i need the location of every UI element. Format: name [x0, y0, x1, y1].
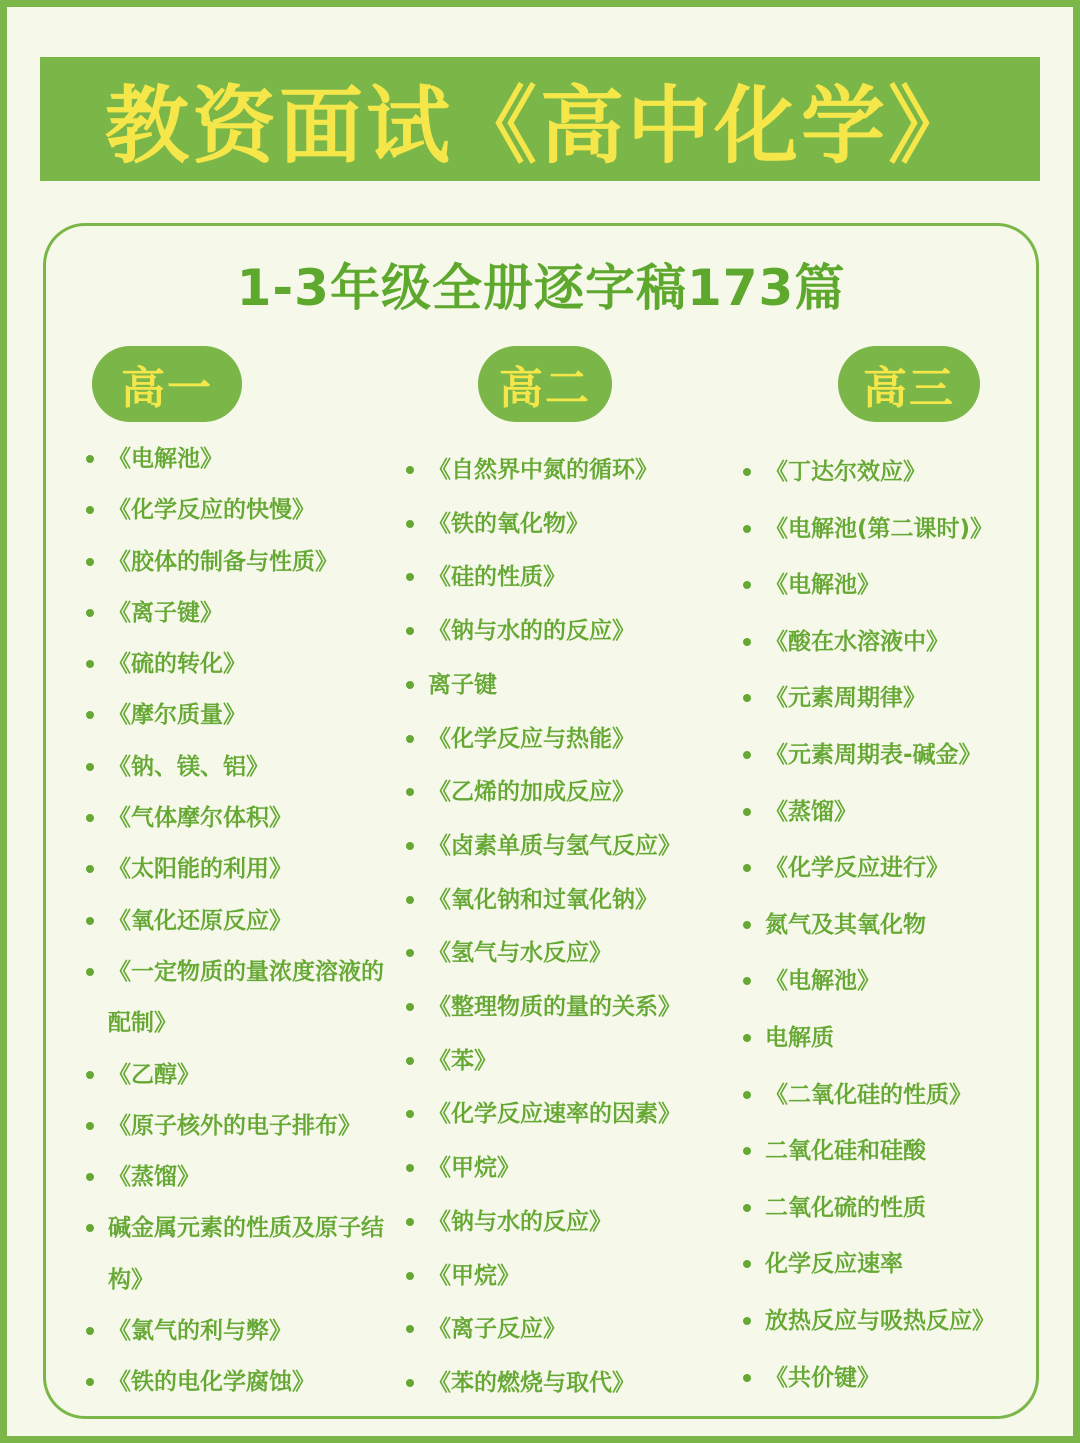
list-item — [406, 1196, 726, 1250]
bullet-icon — [743, 1260, 751, 1268]
bullet-icon — [406, 520, 414, 528]
bullet-icon — [743, 1091, 751, 1099]
bullet-icon — [743, 694, 751, 702]
list-item — [743, 1293, 1043, 1350]
list-item-label: 电解质 — [765, 1024, 834, 1051]
list-item — [743, 1236, 1043, 1293]
bullet-icon — [86, 1071, 94, 1079]
bullet-icon — [86, 1224, 94, 1232]
list-item-label: 二氧化硫的性质 — [765, 1194, 926, 1221]
list-item-label: 《氧化还原反应》 — [108, 907, 292, 934]
list-item-label: 《蒸馏》 — [108, 1164, 200, 1191]
list-item-label: 《化学反应的快慢》 — [108, 497, 315, 524]
list-item-label: 《铁的电化学腐蚀》 — [108, 1369, 315, 1396]
list-item — [86, 1050, 386, 1101]
bullet-icon — [743, 1204, 751, 1212]
topic-list — [406, 444, 726, 1411]
list-item-label: 《铁的氧化物》 — [428, 510, 589, 537]
list-item — [743, 840, 1043, 897]
list-item-label: 《电解池》 — [765, 968, 880, 995]
list-item-label: 《太阳能的利用》 — [108, 856, 292, 883]
list-item-label: 《氢气与水反应》 — [428, 940, 612, 967]
bullet-icon — [406, 788, 414, 796]
bullet-icon — [406, 1218, 414, 1226]
bullet-icon — [743, 1147, 751, 1155]
bullet-icon — [406, 949, 414, 957]
bullet-icon — [86, 814, 94, 822]
list-item — [743, 1350, 1043, 1407]
list-item — [406, 1303, 726, 1357]
list-item-label: 《元素周期表-碱金》 — [765, 741, 982, 768]
list-item-label: 《化学反应与热能》 — [428, 725, 635, 752]
bullet-icon — [743, 1374, 751, 1382]
grade-badge: 高三 — [838, 346, 980, 422]
bullet-icon — [743, 921, 751, 929]
bullet-icon — [406, 627, 414, 635]
list-item-label: 氮气及其氧化物 — [765, 911, 926, 938]
list-item — [406, 1250, 726, 1304]
list-item-label: 《乙醇》 — [108, 1061, 200, 1088]
page-title: 教资面试《高中化学》 — [104, 76, 975, 175]
bullet-icon — [86, 968, 94, 976]
list-item — [406, 1357, 726, 1411]
list-item-label: 《苯》 — [428, 1047, 497, 1074]
list-item-label: 《电解池》 — [108, 446, 223, 472]
list-item-label: 《元素周期律》 — [765, 685, 926, 712]
list-item — [743, 444, 1043, 501]
list-item — [406, 766, 726, 820]
bullet-icon — [743, 525, 751, 533]
bullet-icon — [406, 735, 414, 743]
bullet-icon — [86, 917, 94, 925]
list-item — [86, 1101, 386, 1152]
bullet-icon — [86, 558, 94, 566]
bullet-icon — [406, 573, 414, 581]
list-item-label: 《自然界中氮的循环》 — [428, 457, 658, 483]
bullet-icon — [406, 1110, 414, 1118]
list-item-label: 《丁达尔效应》 — [765, 459, 926, 485]
title-banner — [40, 57, 1040, 181]
list-item-label: 《离子反应》 — [428, 1316, 566, 1343]
list-item — [406, 820, 726, 874]
bullet-icon — [406, 466, 414, 474]
bullet-icon — [86, 660, 94, 668]
list-item-label: 《甲烷》 — [428, 1155, 520, 1182]
list-item — [743, 953, 1043, 1010]
bullet-icon — [406, 681, 414, 689]
bullet-icon — [86, 711, 94, 719]
topic-list — [743, 444, 1043, 1406]
list-item-label: 《原子核外的电子排布》 — [108, 1112, 361, 1139]
grade-badge: 高二 — [478, 346, 612, 422]
list-item-label: 《钠与水的的反应》 — [428, 618, 635, 645]
bullet-icon — [743, 751, 751, 759]
list-item — [743, 670, 1043, 727]
bullet-icon — [86, 763, 94, 771]
panel-subtitle: 1-3年级全册逐字稿173篇 — [236, 259, 846, 317]
list-item-label: 《胶体的制备与性质》 — [108, 548, 338, 575]
list-item — [743, 557, 1043, 614]
topic-list — [86, 434, 386, 1409]
bullet-icon — [86, 455, 94, 463]
list-item — [86, 690, 386, 741]
list-item-label: 《电解池(第二课时)》 — [765, 515, 994, 542]
list-item — [406, 1035, 726, 1089]
list-item — [406, 1142, 726, 1196]
bullet-icon — [406, 1379, 414, 1387]
list-item — [406, 551, 726, 605]
list-item — [406, 659, 726, 713]
list-item — [86, 742, 386, 793]
list-item — [86, 1152, 386, 1203]
list-item-label: 《钠、镁、铝》 — [108, 753, 269, 780]
list-item — [86, 1203, 398, 1306]
list-item-label: 《气体摩尔体积》 — [108, 805, 292, 832]
bullet-icon — [406, 896, 414, 904]
bullet-icon — [86, 1327, 94, 1335]
list-item — [406, 605, 726, 659]
list-item — [86, 537, 386, 588]
bullet-icon — [86, 506, 94, 514]
list-item-label: 《氧化钠和过氧化钠》 — [428, 886, 658, 913]
bullet-icon — [406, 1272, 414, 1280]
bullet-icon — [743, 864, 751, 872]
bullet-icon — [406, 842, 414, 850]
bullet-icon — [406, 1164, 414, 1172]
list-item — [86, 1357, 386, 1408]
list-item — [743, 1010, 1043, 1067]
list-item-label: 《卤素单质与氢气反应》 — [428, 832, 681, 859]
list-item-label: 放热反应与吸热反应》 — [765, 1307, 995, 1334]
content-panel — [43, 223, 1039, 1419]
bullet-icon — [743, 1317, 751, 1325]
bullet-icon — [86, 865, 94, 873]
list-item-label: 《硫的转化》 — [108, 651, 246, 678]
list-item — [743, 1180, 1043, 1237]
list-item — [743, 784, 1043, 841]
list-item — [743, 614, 1043, 671]
list-item — [86, 793, 386, 844]
list-item-label: 《整理物质的量的关系》 — [428, 994, 681, 1021]
list-item-label: 碱金属元素的性质及原子结构》 — [108, 1215, 384, 1293]
list-item — [86, 434, 386, 485]
bullet-icon — [743, 808, 751, 816]
list-item-label: 《蒸馏》 — [765, 798, 857, 825]
list-item — [406, 874, 726, 928]
bullet-icon — [743, 581, 751, 589]
list-item — [743, 727, 1043, 784]
list-item — [86, 639, 386, 690]
list-item-label: 离子键 — [428, 671, 497, 698]
bullet-icon — [743, 468, 751, 476]
list-item — [743, 501, 1043, 558]
list-item — [743, 1123, 1043, 1180]
list-item-label: 《氯气的利与弊》 — [108, 1318, 292, 1345]
list-item — [86, 947, 398, 1050]
list-item — [406, 981, 726, 1035]
bullet-icon — [743, 977, 751, 985]
bullet-icon — [743, 638, 751, 646]
list-item-label: 《钠与水的反应》 — [428, 1208, 612, 1235]
list-item — [406, 927, 726, 981]
bullet-icon — [743, 1034, 751, 1042]
list-item — [743, 897, 1043, 954]
list-item — [406, 713, 726, 767]
list-item-label: 《酸在水溶液中》 — [765, 628, 949, 655]
bullet-icon — [86, 1378, 94, 1386]
bullet-icon — [86, 609, 94, 617]
list-item-label: 《二氧化硅的性质》 — [765, 1081, 972, 1108]
bullet-icon — [86, 1122, 94, 1130]
list-item-label: 《苯的燃烧与取代》 — [428, 1369, 635, 1396]
bullet-icon — [406, 1325, 414, 1333]
list-item-label: 《离子键》 — [108, 599, 223, 626]
list-item — [86, 485, 386, 536]
list-item — [86, 588, 386, 639]
list-item-label: 《摩尔质量》 — [108, 702, 246, 729]
list-item-label: 《硅的性质》 — [428, 564, 566, 591]
list-item-label: 《共价键》 — [765, 1364, 880, 1391]
list-item — [86, 896, 386, 947]
list-item — [86, 1306, 386, 1357]
list-item-label: 《甲烷》 — [428, 1262, 520, 1289]
grade-badge: 高一 — [92, 346, 242, 422]
list-item-label: 《化学反应速率的因素》 — [428, 1101, 681, 1128]
bullet-icon — [406, 1003, 414, 1011]
list-item — [406, 444, 726, 498]
bullet-icon — [86, 1173, 94, 1181]
list-item-label: 化学反应速率 — [765, 1251, 903, 1278]
list-item — [406, 1088, 726, 1142]
list-item-label: 《电解池》 — [765, 572, 880, 599]
list-item — [743, 1067, 1043, 1124]
list-item-label: 二氧化硅和硅酸 — [765, 1138, 926, 1165]
list-item-label: 《乙烯的加成反应》 — [428, 779, 635, 806]
list-item — [406, 498, 726, 552]
bullet-icon — [406, 1057, 414, 1065]
list-item — [86, 844, 386, 895]
list-item-label: 《化学反应进行》 — [765, 855, 949, 882]
list-item-label: 《一定物质的量浓度溶液的配制》 — [108, 958, 384, 1037]
